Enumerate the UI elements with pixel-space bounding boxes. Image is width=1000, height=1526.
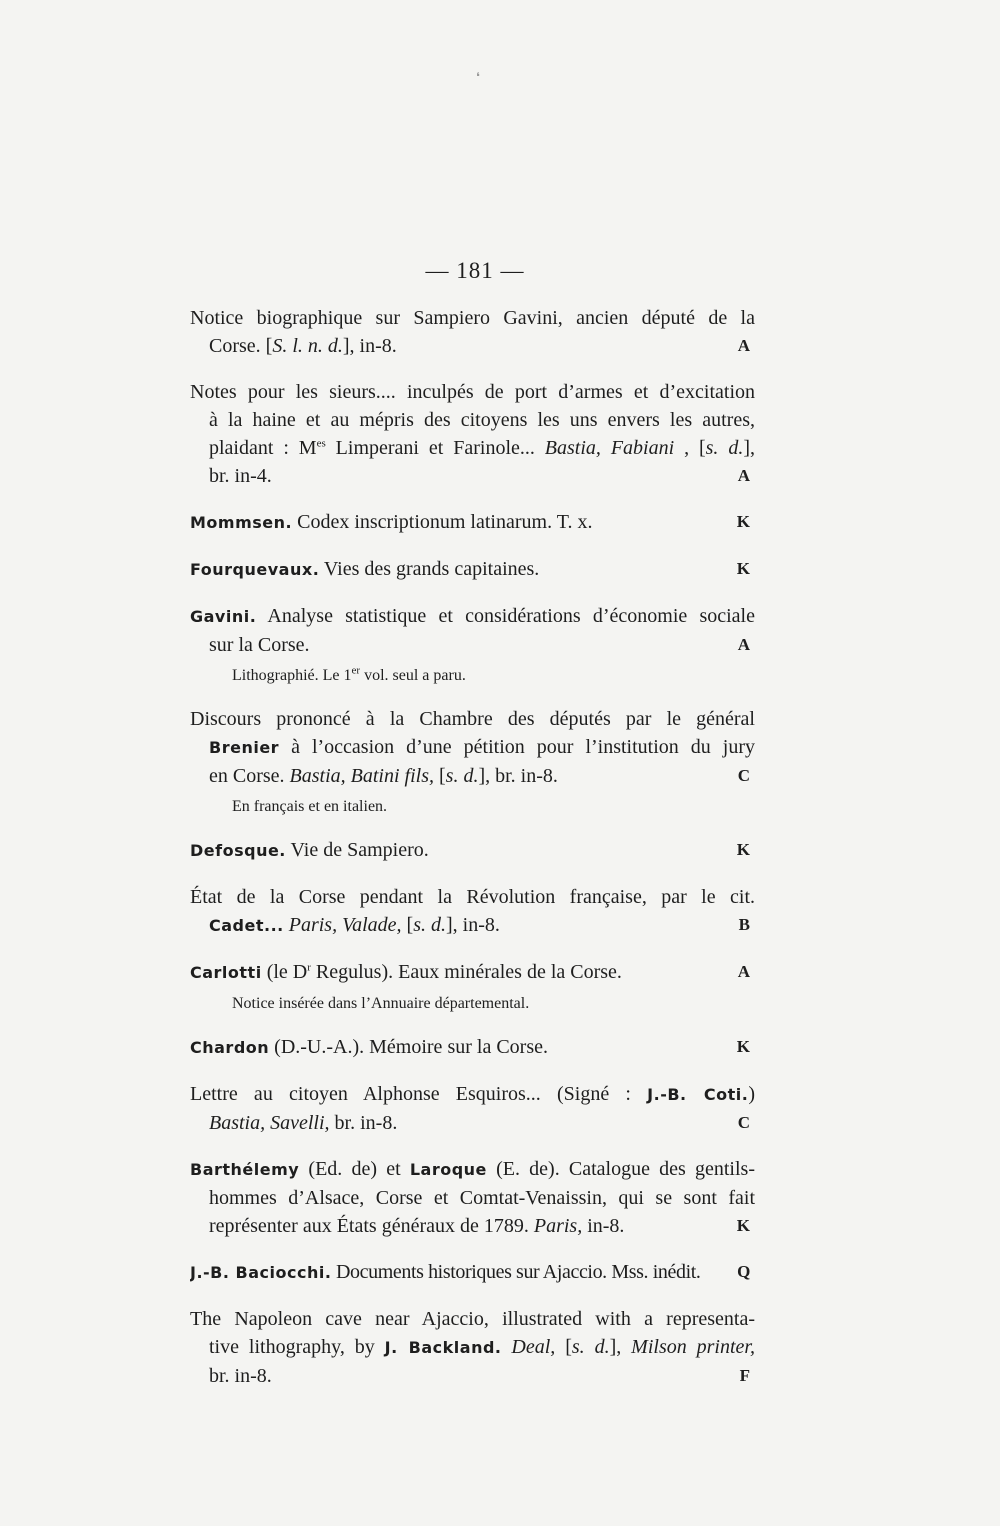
entry-text: Regulus). Eaux minérales de la Corse. xyxy=(310,961,622,983)
entry-baciocchi xyxy=(190,1258,755,1287)
entry-cadet xyxy=(190,883,755,940)
entry-italic: Paris, Valade, xyxy=(288,914,402,936)
entry-text: (D.-U.-A.). Mémoire sur la Corse. xyxy=(269,1036,548,1058)
entry-text: in-8. xyxy=(582,1215,625,1237)
author-name: Barthélemy xyxy=(190,1160,300,1179)
entry-text: [ xyxy=(434,765,446,787)
entry-text: Corse. [ xyxy=(209,335,273,357)
entry-text: sur la Corse. xyxy=(209,634,310,656)
entry-text: Analyse statistique et considérations d’économie sociale xyxy=(256,605,755,627)
entry-line xyxy=(190,705,755,733)
entry-text: ], xyxy=(743,437,755,459)
superscript: es xyxy=(316,437,326,450)
entry-line xyxy=(190,378,755,406)
author-name: Fourquevaux. xyxy=(190,560,320,579)
entry-italic: s. d. xyxy=(413,914,446,936)
page-number: — 181 — xyxy=(425,258,525,283)
author-name: Carlotti xyxy=(190,963,262,982)
entry-text: br. in-8. xyxy=(209,1365,272,1387)
library-code: F xyxy=(739,1366,750,1385)
superscript: r xyxy=(307,961,311,974)
entry-text: représenter aux États généraux de 1789. xyxy=(209,1215,534,1237)
entry-text: ], br. in-8. xyxy=(478,765,558,787)
entry-italic: Milson printer, xyxy=(631,1336,755,1358)
author-name: Mommsen. xyxy=(190,513,293,532)
library-code: C xyxy=(737,766,750,785)
entry-text: br. in-4. xyxy=(209,465,272,487)
entry-line xyxy=(190,883,755,911)
entry-text xyxy=(502,1336,512,1358)
entry-italic: Paris, xyxy=(533,1215,583,1237)
entry-line xyxy=(190,1184,755,1212)
entry-line xyxy=(190,1305,755,1333)
entry-line xyxy=(190,1258,755,1287)
entry-line xyxy=(190,555,755,584)
entry-mommsen xyxy=(190,508,755,537)
library-code: K xyxy=(736,1216,750,1235)
entry-text: en Corse. xyxy=(209,765,290,787)
entry-italic: S. l. n. d. xyxy=(272,335,343,357)
entry-italic: Deal, xyxy=(511,1336,556,1358)
entry-line xyxy=(190,911,755,940)
entry-text: Discours prononcé à la Chambre des députés par le général xyxy=(190,708,755,730)
entry-text: Vies des grands capitaines. xyxy=(319,558,540,580)
entry-gavini-analyse xyxy=(190,602,755,687)
entry-line xyxy=(190,836,755,865)
author-name: J.-B. Coti. xyxy=(647,1085,749,1104)
author-name: J. Backland. xyxy=(384,1338,502,1357)
entry-line xyxy=(190,1362,755,1390)
entry-text: à la haine et au mépris des citoyens les uns envers les autres, xyxy=(209,409,755,431)
note-text: vol. seul a paru. xyxy=(360,667,466,684)
entry-text: Notice biographique sur Sampiero Gavini, ancien député de la xyxy=(190,307,755,329)
entry-text: ], in-8. xyxy=(342,335,397,357)
entry-note: Notice insérée dans l’Annuaire départemental. xyxy=(232,995,530,1012)
author-name: Laroque xyxy=(409,1160,487,1179)
entry-line xyxy=(190,1109,755,1137)
entry-text: ], xyxy=(609,1336,632,1358)
entry-line xyxy=(190,1333,755,1362)
entry-fourquevaux xyxy=(190,555,755,584)
author-name: Brenier xyxy=(209,738,280,757)
library-code: A xyxy=(737,962,750,981)
entry-text: Documents historiques sur Ajaccio. Mss. inédit. xyxy=(331,1261,701,1283)
entry-text: tive lithography, by xyxy=(209,1336,385,1358)
entry-line xyxy=(190,508,755,537)
entry-gavini-notice xyxy=(190,304,755,360)
superscript: er xyxy=(351,664,361,677)
entry-line xyxy=(190,958,755,987)
entry-defosque xyxy=(190,836,755,865)
entry-italic: Bastia, Batini fils, xyxy=(289,765,434,787)
note-text: Lithographié. Le 1 xyxy=(232,667,352,684)
entry-line xyxy=(190,1080,755,1109)
entry-text: hommes d’Alsace, Corse et Comtat-Venaissin, qui se sont fait xyxy=(209,1187,755,1209)
library-code: K xyxy=(736,840,750,859)
entry-text: Notes pour les sieurs.... inculpés de port d’armes et d’excitation xyxy=(190,381,755,403)
entry-text: The Napoleon cave near Ajaccio, illustrated with a representa- xyxy=(190,1308,755,1330)
ink-speck: ❛ xyxy=(476,70,480,84)
entry-line xyxy=(190,406,755,434)
entry-text: (Ed. de) et xyxy=(299,1158,410,1180)
entry-line xyxy=(190,762,755,790)
entry-chardon xyxy=(190,1033,755,1062)
library-code: B xyxy=(738,915,750,934)
library-code: C xyxy=(737,1113,750,1132)
entry-text: Limperani et Farinole... xyxy=(325,437,545,459)
author-name: Chardon xyxy=(190,1038,270,1057)
entry-text: (le D xyxy=(261,961,308,983)
entry-text: plaidant : M xyxy=(209,437,317,459)
entry-text: [ xyxy=(401,914,414,936)
author-name: Cadet... xyxy=(209,916,284,935)
entry-line xyxy=(190,462,755,490)
bibliography-list xyxy=(190,304,755,1408)
library-code: A xyxy=(737,466,750,485)
entry-line xyxy=(190,1155,755,1184)
library-code: K xyxy=(736,559,750,578)
entry-line xyxy=(190,1212,755,1240)
entry-text: Codex inscriptionum latinarum. T. x. xyxy=(292,511,593,533)
author-name: Defosque. xyxy=(190,841,286,860)
entry-italic: s. d. xyxy=(445,765,479,787)
author-name: J.-B. Baciocchi. xyxy=(190,1263,332,1282)
entry-text: Lettre au citoyen Alphonse Esquiros... (Signé : xyxy=(190,1083,648,1105)
library-code: A xyxy=(737,635,750,654)
entry-coti xyxy=(190,1080,755,1137)
entry-carlotti xyxy=(190,958,755,1015)
entry-backland xyxy=(190,1305,755,1390)
entry-note: En français et en italien. xyxy=(232,798,388,815)
library-code: Q xyxy=(737,1262,750,1281)
library-code: K xyxy=(736,1037,750,1056)
library-code: K xyxy=(736,512,750,531)
entry-line xyxy=(190,631,755,659)
entry-text: ], in-8. xyxy=(445,914,500,936)
entry-notes-sieurs xyxy=(190,378,755,490)
entry-line xyxy=(190,733,755,762)
entry-text: ) xyxy=(748,1083,755,1105)
entry-line xyxy=(190,304,755,332)
entry-text: État de la Corse pendant la Révolution française, par le cit. xyxy=(190,886,755,908)
entry-italic: s. d. xyxy=(705,437,744,459)
entry-text: , [ xyxy=(674,437,706,459)
entry-italic: Bastia, Savelli, xyxy=(209,1112,330,1134)
entry-text: à l’occasion d’une pétition pour l’institution du jury xyxy=(279,736,755,758)
entry-italic: Bastia, Fabiani xyxy=(544,437,675,459)
author-name: Gavini. xyxy=(190,607,257,626)
entry-text: (E. de). Catalogue des gentils- xyxy=(486,1158,755,1180)
entry-text: [ xyxy=(555,1336,572,1358)
entry-brenier xyxy=(190,705,755,818)
entry-note xyxy=(190,665,755,687)
entry-italic: s. d. xyxy=(571,1336,610,1358)
library-code: A xyxy=(737,336,750,355)
entry-line xyxy=(190,332,755,360)
entry-line xyxy=(190,1033,755,1062)
entry-line xyxy=(190,434,755,462)
entry-text: Vie de Sampiero. xyxy=(285,839,429,861)
entry-text: br. in-8. xyxy=(329,1112,398,1134)
entry-line xyxy=(190,602,755,631)
entry-barthelemy xyxy=(190,1155,755,1240)
